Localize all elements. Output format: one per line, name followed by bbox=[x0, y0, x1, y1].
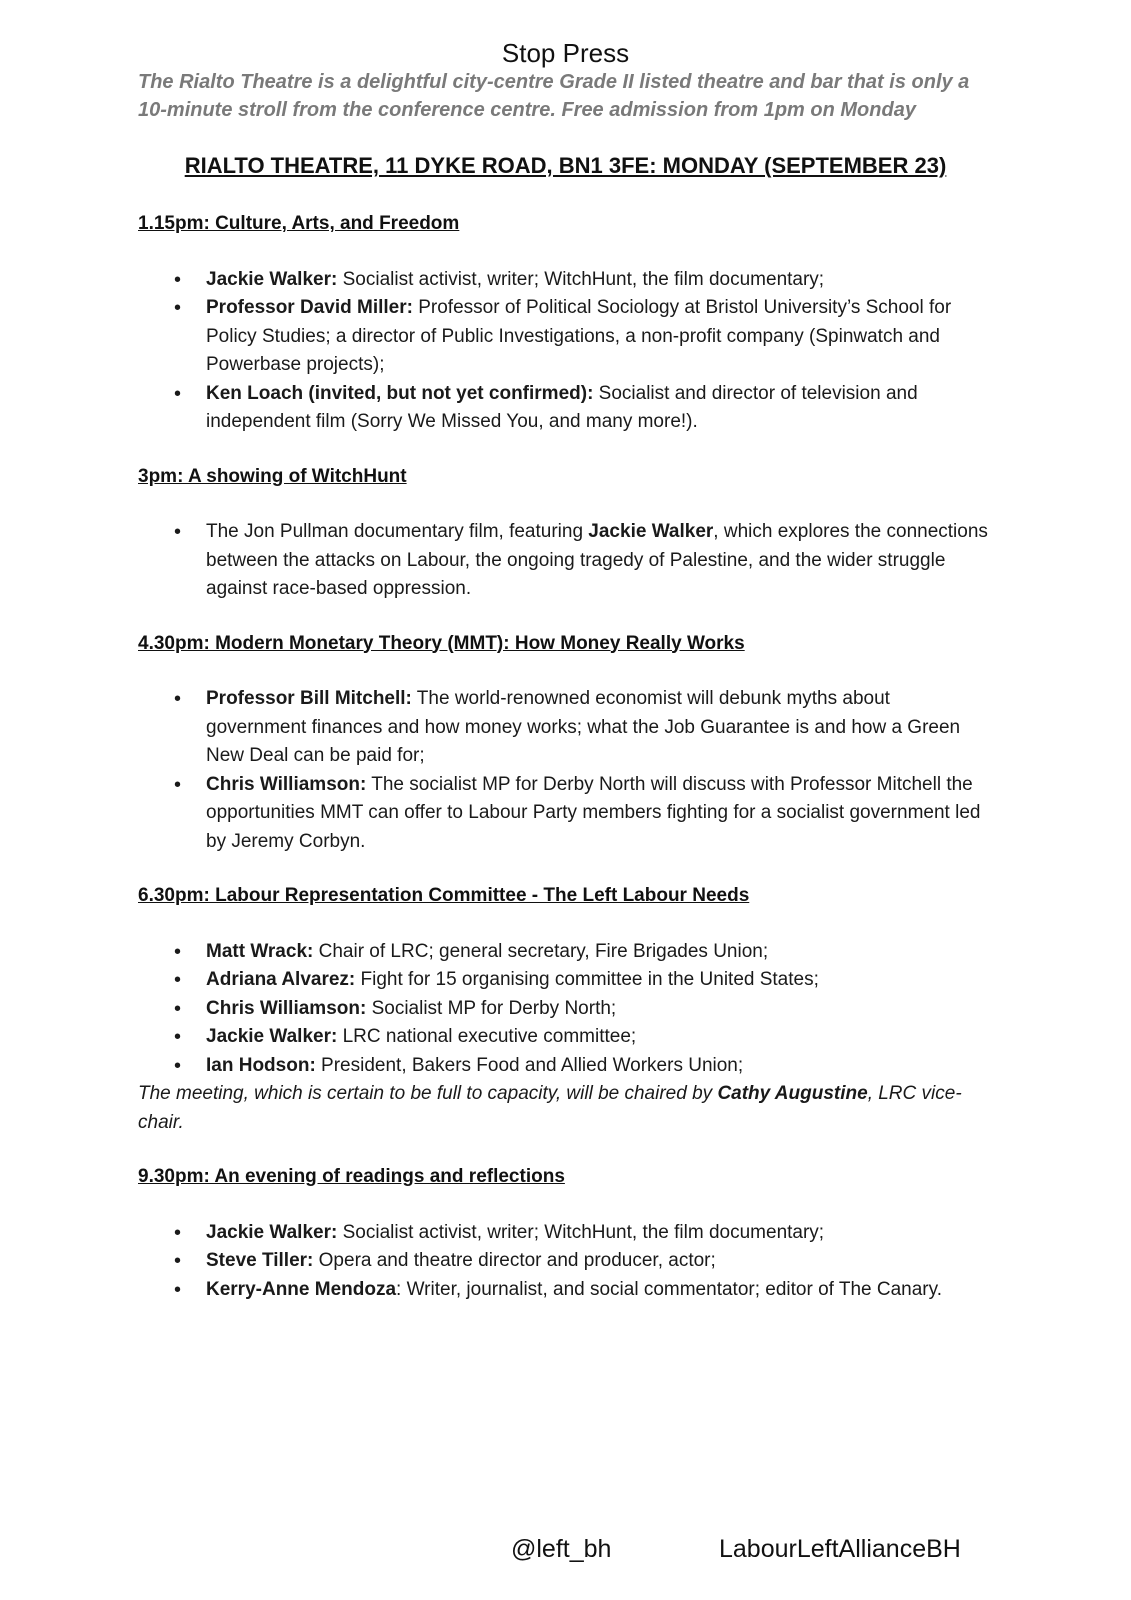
session-heading: 1.15pm: Culture, Arts, and Freedom bbox=[138, 213, 460, 234]
speaker-description: Socialist activist, writer; WitchHunt, the film documentary; bbox=[337, 268, 825, 290]
session-heading: 4.30pm: Modern Monetary Theory (MMT): How Money Really Works bbox=[138, 632, 745, 654]
sessions-list bbox=[138, 210, 988, 1330]
page-title: Stop Press bbox=[501, 38, 630, 68]
note-suffix: , LRC vice-chair. bbox=[138, 1083, 962, 1133]
twitter-handle: @left_bh bbox=[511, 1535, 612, 1563]
list-item bbox=[138, 1052, 988, 1081]
list-item bbox=[138, 266, 988, 295]
speaker-description: Socialist MP for Derby North; bbox=[366, 997, 617, 1019]
list-item bbox=[138, 294, 988, 380]
facebook-handle: LabourLeftAllianceBH bbox=[719, 1535, 961, 1563]
speaker-list bbox=[138, 1219, 988, 1305]
speaker-list bbox=[138, 266, 988, 437]
speaker-name: Jackie Walker: bbox=[206, 268, 338, 290]
speaker-name: Matt Wrack: bbox=[206, 940, 314, 962]
speaker-description: , which explores the connections between the attacks on Labour, the ongoing tragedy of Palestine, and the wider struggle against race-based oppression. bbox=[206, 521, 988, 599]
list-item bbox=[138, 380, 988, 437]
list-item bbox=[138, 995, 988, 1024]
speaker-description: : Writer, journalist, and social commentator; editor of The Canary. bbox=[396, 1278, 942, 1300]
speaker-description: Opera and theatre director and producer, actor; bbox=[313, 1250, 716, 1271]
speaker-name: Jackie Walker bbox=[588, 521, 714, 542]
speaker-description: Socialist and director of television and independent film (Sorry We Missed You, and many more!). bbox=[206, 382, 918, 432]
speaker-description: Socialist activist, writer; WitchHunt, the film documentary; bbox=[337, 1221, 825, 1243]
list-item bbox=[138, 938, 988, 967]
speaker-list bbox=[138, 685, 988, 856]
list-item bbox=[138, 1247, 988, 1276]
speaker-name: Ian Hodson: bbox=[206, 1054, 316, 1076]
chair-note bbox=[138, 1080, 988, 1137]
speaker-name: Professor David Miller: bbox=[206, 297, 413, 318]
speaker-name: Chris Williamson: bbox=[206, 997, 367, 1019]
list-item bbox=[138, 966, 988, 995]
list-item bbox=[138, 1276, 988, 1305]
speaker-description: The socialist MP for Derby North will discuss with Professor Mitchell the opportunities MMT can offer to Labour Party members fighting for a socialist government led by Jeremy Corbyn. bbox=[206, 773, 981, 852]
speaker-description: President, Bakers Food and Allied Workers Union; bbox=[315, 1054, 744, 1076]
session-heading: 3pm: A showing of WitchHunt bbox=[138, 465, 407, 487]
speaker-name: Steve Tiller: bbox=[206, 1250, 314, 1271]
description-prefix: The Jon Pullman documentary film, featuring bbox=[206, 521, 589, 542]
session-4 bbox=[138, 882, 988, 1137]
speaker-name: Professor Bill Mitchell: bbox=[206, 688, 412, 709]
speaker-description: Chair of LRC; general secretary, Fire Brigades Union; bbox=[313, 940, 769, 962]
session-2 bbox=[138, 463, 988, 604]
speaker-name: Ken Loach (invited, but not yet confirmed): bbox=[206, 382, 594, 404]
chair-name: Cathy Augustine bbox=[717, 1083, 868, 1104]
session-heading: 6.30pm: Labour Representation Committee - The Left Labour Needs bbox=[138, 885, 750, 906]
speaker-name: Jackie Walker: bbox=[206, 1026, 338, 1047]
speaker-list bbox=[138, 938, 988, 1081]
note-prefix: The meeting, which is certain to be full to capacity, will be chaired by bbox=[138, 1083, 718, 1104]
speaker-list bbox=[138, 518, 988, 604]
list-item bbox=[138, 518, 988, 604]
footer bbox=[0, 1535, 1131, 1575]
session-heading: 9.30pm: An evening of readings and reflections bbox=[138, 1166, 565, 1187]
speaker-description: Professor of Political Sociology at Bristol University’s School for Policy Studies; a director of Public Investigations, a non-profit company (Spinwatch and Powerbase projects); bbox=[206, 297, 952, 375]
speaker-description: LRC national executive committee; bbox=[337, 1026, 637, 1047]
speaker-name: Jackie Walker: bbox=[206, 1221, 338, 1243]
session-5 bbox=[138, 1163, 988, 1304]
speaker-name: Adriana Alvarez: bbox=[206, 969, 356, 990]
list-item bbox=[138, 1023, 988, 1052]
list-item bbox=[138, 771, 988, 857]
list-item bbox=[138, 1219, 988, 1248]
speaker-name: Kerry-Anne Mendoza bbox=[206, 1278, 397, 1300]
session-1 bbox=[138, 210, 988, 437]
list-item bbox=[138, 685, 988, 771]
intro-text: The Rialto Theatre is a delightful city-centre Grade II listed theatre and bar that is only a 10-minute stroll from the conference centre. Free admission from 1pm on Monday bbox=[138, 71, 970, 121]
venue-heading: RIALTO THEATRE, 11 DYKE ROAD, BN1 3FE: MONDAY (SEPTEMBER 23) bbox=[184, 153, 947, 178]
speaker-description: The world-renowned economist will debunk myths about government finances and how money works; what the Job Guarantee is and how a Green New Deal can be paid for; bbox=[206, 688, 961, 766]
speaker-description: Fight for 15 organising committee in the United States; bbox=[355, 969, 819, 990]
speaker-name: Chris Williamson: bbox=[206, 773, 367, 795]
session-3 bbox=[138, 630, 988, 857]
